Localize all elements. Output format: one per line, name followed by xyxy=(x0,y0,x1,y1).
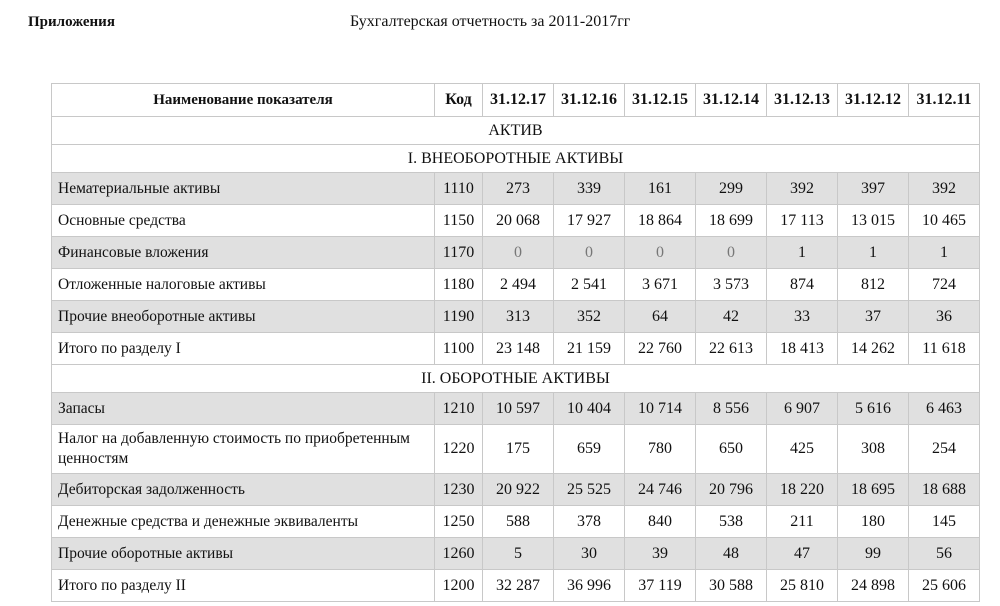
value-cell: 24 898 xyxy=(838,570,909,602)
indicator-code: 1150 xyxy=(435,205,483,237)
indicator-name: Денежные средства и денежные эквиваленты xyxy=(52,506,435,538)
value-cell: 6 907 xyxy=(767,393,838,425)
value-cell: 397 xyxy=(838,173,909,205)
value-cell: 37 119 xyxy=(625,570,696,602)
value-cell: 211 xyxy=(767,506,838,538)
indicator-code: 1180 xyxy=(435,269,483,301)
value-cell: 0 xyxy=(483,237,554,269)
value-cell: 11 618 xyxy=(909,333,980,365)
value-cell: 13 015 xyxy=(838,205,909,237)
section-title: АКТИВ xyxy=(52,117,980,145)
column-header-2017: 31.12.17 xyxy=(483,84,554,117)
table-row xyxy=(52,570,980,602)
value-cell: 25 810 xyxy=(767,570,838,602)
value-cell: 99 xyxy=(838,538,909,570)
value-cell: 18 688 xyxy=(909,474,980,506)
table-header-row xyxy=(52,84,980,117)
value-cell: 24 746 xyxy=(625,474,696,506)
column-header-2014: 31.12.14 xyxy=(696,84,767,117)
value-cell: 5 xyxy=(483,538,554,570)
value-cell: 2 494 xyxy=(483,269,554,301)
table-row xyxy=(52,506,980,538)
value-cell: 1 xyxy=(909,237,980,269)
value-cell: 48 xyxy=(696,538,767,570)
value-cell: 724 xyxy=(909,269,980,301)
indicator-code: 1220 xyxy=(435,425,483,474)
value-cell: 10 404 xyxy=(554,393,625,425)
section-row-aktiv xyxy=(52,117,980,145)
table-row xyxy=(52,237,980,269)
value-cell: 21 159 xyxy=(554,333,625,365)
value-cell: 18 695 xyxy=(838,474,909,506)
value-cell: 5 616 xyxy=(838,393,909,425)
value-cell: 25 606 xyxy=(909,570,980,602)
value-cell: 352 xyxy=(554,301,625,333)
value-cell: 18 413 xyxy=(767,333,838,365)
value-cell: 23 148 xyxy=(483,333,554,365)
value-cell: 378 xyxy=(554,506,625,538)
section-row-vneoborotnye xyxy=(52,145,980,173)
value-cell: 18 699 xyxy=(696,205,767,237)
value-cell: 840 xyxy=(625,506,696,538)
value-cell: 425 xyxy=(767,425,838,474)
value-cell: 3 671 xyxy=(625,269,696,301)
table-row xyxy=(52,333,980,365)
value-cell: 42 xyxy=(696,301,767,333)
table-row xyxy=(52,425,980,474)
value-cell: 30 588 xyxy=(696,570,767,602)
value-cell: 254 xyxy=(909,425,980,474)
value-cell: 0 xyxy=(696,237,767,269)
indicator-name: Дебиторская задолженность xyxy=(52,474,435,506)
value-cell: 1 xyxy=(767,237,838,269)
table-row xyxy=(52,538,980,570)
column-header-2015: 31.12.15 xyxy=(625,84,696,117)
section-row-oborotnye xyxy=(52,365,980,393)
value-cell: 36 xyxy=(909,301,980,333)
value-cell: 20 922 xyxy=(483,474,554,506)
indicator-code: 1170 xyxy=(435,237,483,269)
value-cell: 14 262 xyxy=(838,333,909,365)
value-cell: 145 xyxy=(909,506,980,538)
value-cell: 392 xyxy=(767,173,838,205)
appendix-label: Приложения xyxy=(28,14,115,30)
value-cell: 39 xyxy=(625,538,696,570)
value-cell: 180 xyxy=(838,506,909,538)
value-cell: 812 xyxy=(838,269,909,301)
indicator-name: Финансовые вложения xyxy=(52,237,435,269)
indicator-name: Итого по разделу I xyxy=(52,333,435,365)
value-cell: 33 xyxy=(767,301,838,333)
value-cell: 538 xyxy=(696,506,767,538)
value-cell: 8 556 xyxy=(696,393,767,425)
value-cell: 20 068 xyxy=(483,205,554,237)
value-cell: 56 xyxy=(909,538,980,570)
value-cell: 392 xyxy=(909,173,980,205)
indicator-name: Отложенные налоговые активы xyxy=(52,269,435,301)
column-header-2012: 31.12.12 xyxy=(838,84,909,117)
indicator-code: 1210 xyxy=(435,393,483,425)
value-cell: 17 113 xyxy=(767,205,838,237)
value-cell: 22 760 xyxy=(625,333,696,365)
value-cell: 308 xyxy=(838,425,909,474)
indicator-code: 1260 xyxy=(435,538,483,570)
indicator-code: 1230 xyxy=(435,474,483,506)
value-cell: 313 xyxy=(483,301,554,333)
value-cell: 18 864 xyxy=(625,205,696,237)
balance-sheet-table xyxy=(51,83,980,602)
indicator-code: 1190 xyxy=(435,301,483,333)
report-title: Бухгалтерская отчетность за 2011-2017гг xyxy=(350,13,631,30)
value-cell: 874 xyxy=(767,269,838,301)
indicator-name: Прочие оборотные активы xyxy=(52,538,435,570)
indicator-code: 1110 xyxy=(435,173,483,205)
value-cell: 37 xyxy=(838,301,909,333)
value-cell: 0 xyxy=(625,237,696,269)
value-cell: 6 463 xyxy=(909,393,980,425)
table-row xyxy=(52,173,980,205)
value-cell: 650 xyxy=(696,425,767,474)
indicator-name: Нематериальные активы xyxy=(52,173,435,205)
column-header-2013: 31.12.13 xyxy=(767,84,838,117)
value-cell: 25 525 xyxy=(554,474,625,506)
value-cell: 10 465 xyxy=(909,205,980,237)
column-header-code: Код xyxy=(435,84,483,117)
value-cell: 22 613 xyxy=(696,333,767,365)
indicator-name: Прочие внеоборотные активы xyxy=(52,301,435,333)
value-cell: 10 714 xyxy=(625,393,696,425)
value-cell: 18 220 xyxy=(767,474,838,506)
section-title: II. ОБОРОТНЫЕ АКТИВЫ xyxy=(52,365,980,393)
value-cell: 17 927 xyxy=(554,205,625,237)
value-cell: 3 573 xyxy=(696,269,767,301)
value-cell: 32 287 xyxy=(483,570,554,602)
indicator-code: 1200 xyxy=(435,570,483,602)
value-cell: 273 xyxy=(483,173,554,205)
table-row xyxy=(52,269,980,301)
value-cell: 0 xyxy=(554,237,625,269)
value-cell: 47 xyxy=(767,538,838,570)
value-cell: 10 597 xyxy=(483,393,554,425)
value-cell: 780 xyxy=(625,425,696,474)
table-row xyxy=(52,393,980,425)
value-cell: 1 xyxy=(838,237,909,269)
column-header-name: Наименование показателя xyxy=(52,84,435,117)
indicator-name: Запасы xyxy=(52,393,435,425)
indicator-name: Основные средства xyxy=(52,205,435,237)
column-header-2016: 31.12.16 xyxy=(554,84,625,117)
indicator-name: Налог на добавленную стоимость по приобретенным ценностям xyxy=(52,425,435,474)
value-cell: 659 xyxy=(554,425,625,474)
indicator-code: 1100 xyxy=(435,333,483,365)
value-cell: 339 xyxy=(554,173,625,205)
value-cell: 64 xyxy=(625,301,696,333)
value-cell: 36 996 xyxy=(554,570,625,602)
value-cell: 2 541 xyxy=(554,269,625,301)
table-row xyxy=(52,301,980,333)
table-row xyxy=(52,474,980,506)
column-header-2011: 31.12.11 xyxy=(909,84,980,117)
section-title: I. ВНЕОБОРОТНЫЕ АКТИВЫ xyxy=(52,145,980,173)
indicator-name: Итого по разделу II xyxy=(52,570,435,602)
table-row xyxy=(52,205,980,237)
value-cell: 299 xyxy=(696,173,767,205)
value-cell: 175 xyxy=(483,425,554,474)
indicator-code: 1250 xyxy=(435,506,483,538)
value-cell: 588 xyxy=(483,506,554,538)
value-cell: 30 xyxy=(554,538,625,570)
value-cell: 20 796 xyxy=(696,474,767,506)
value-cell: 161 xyxy=(625,173,696,205)
